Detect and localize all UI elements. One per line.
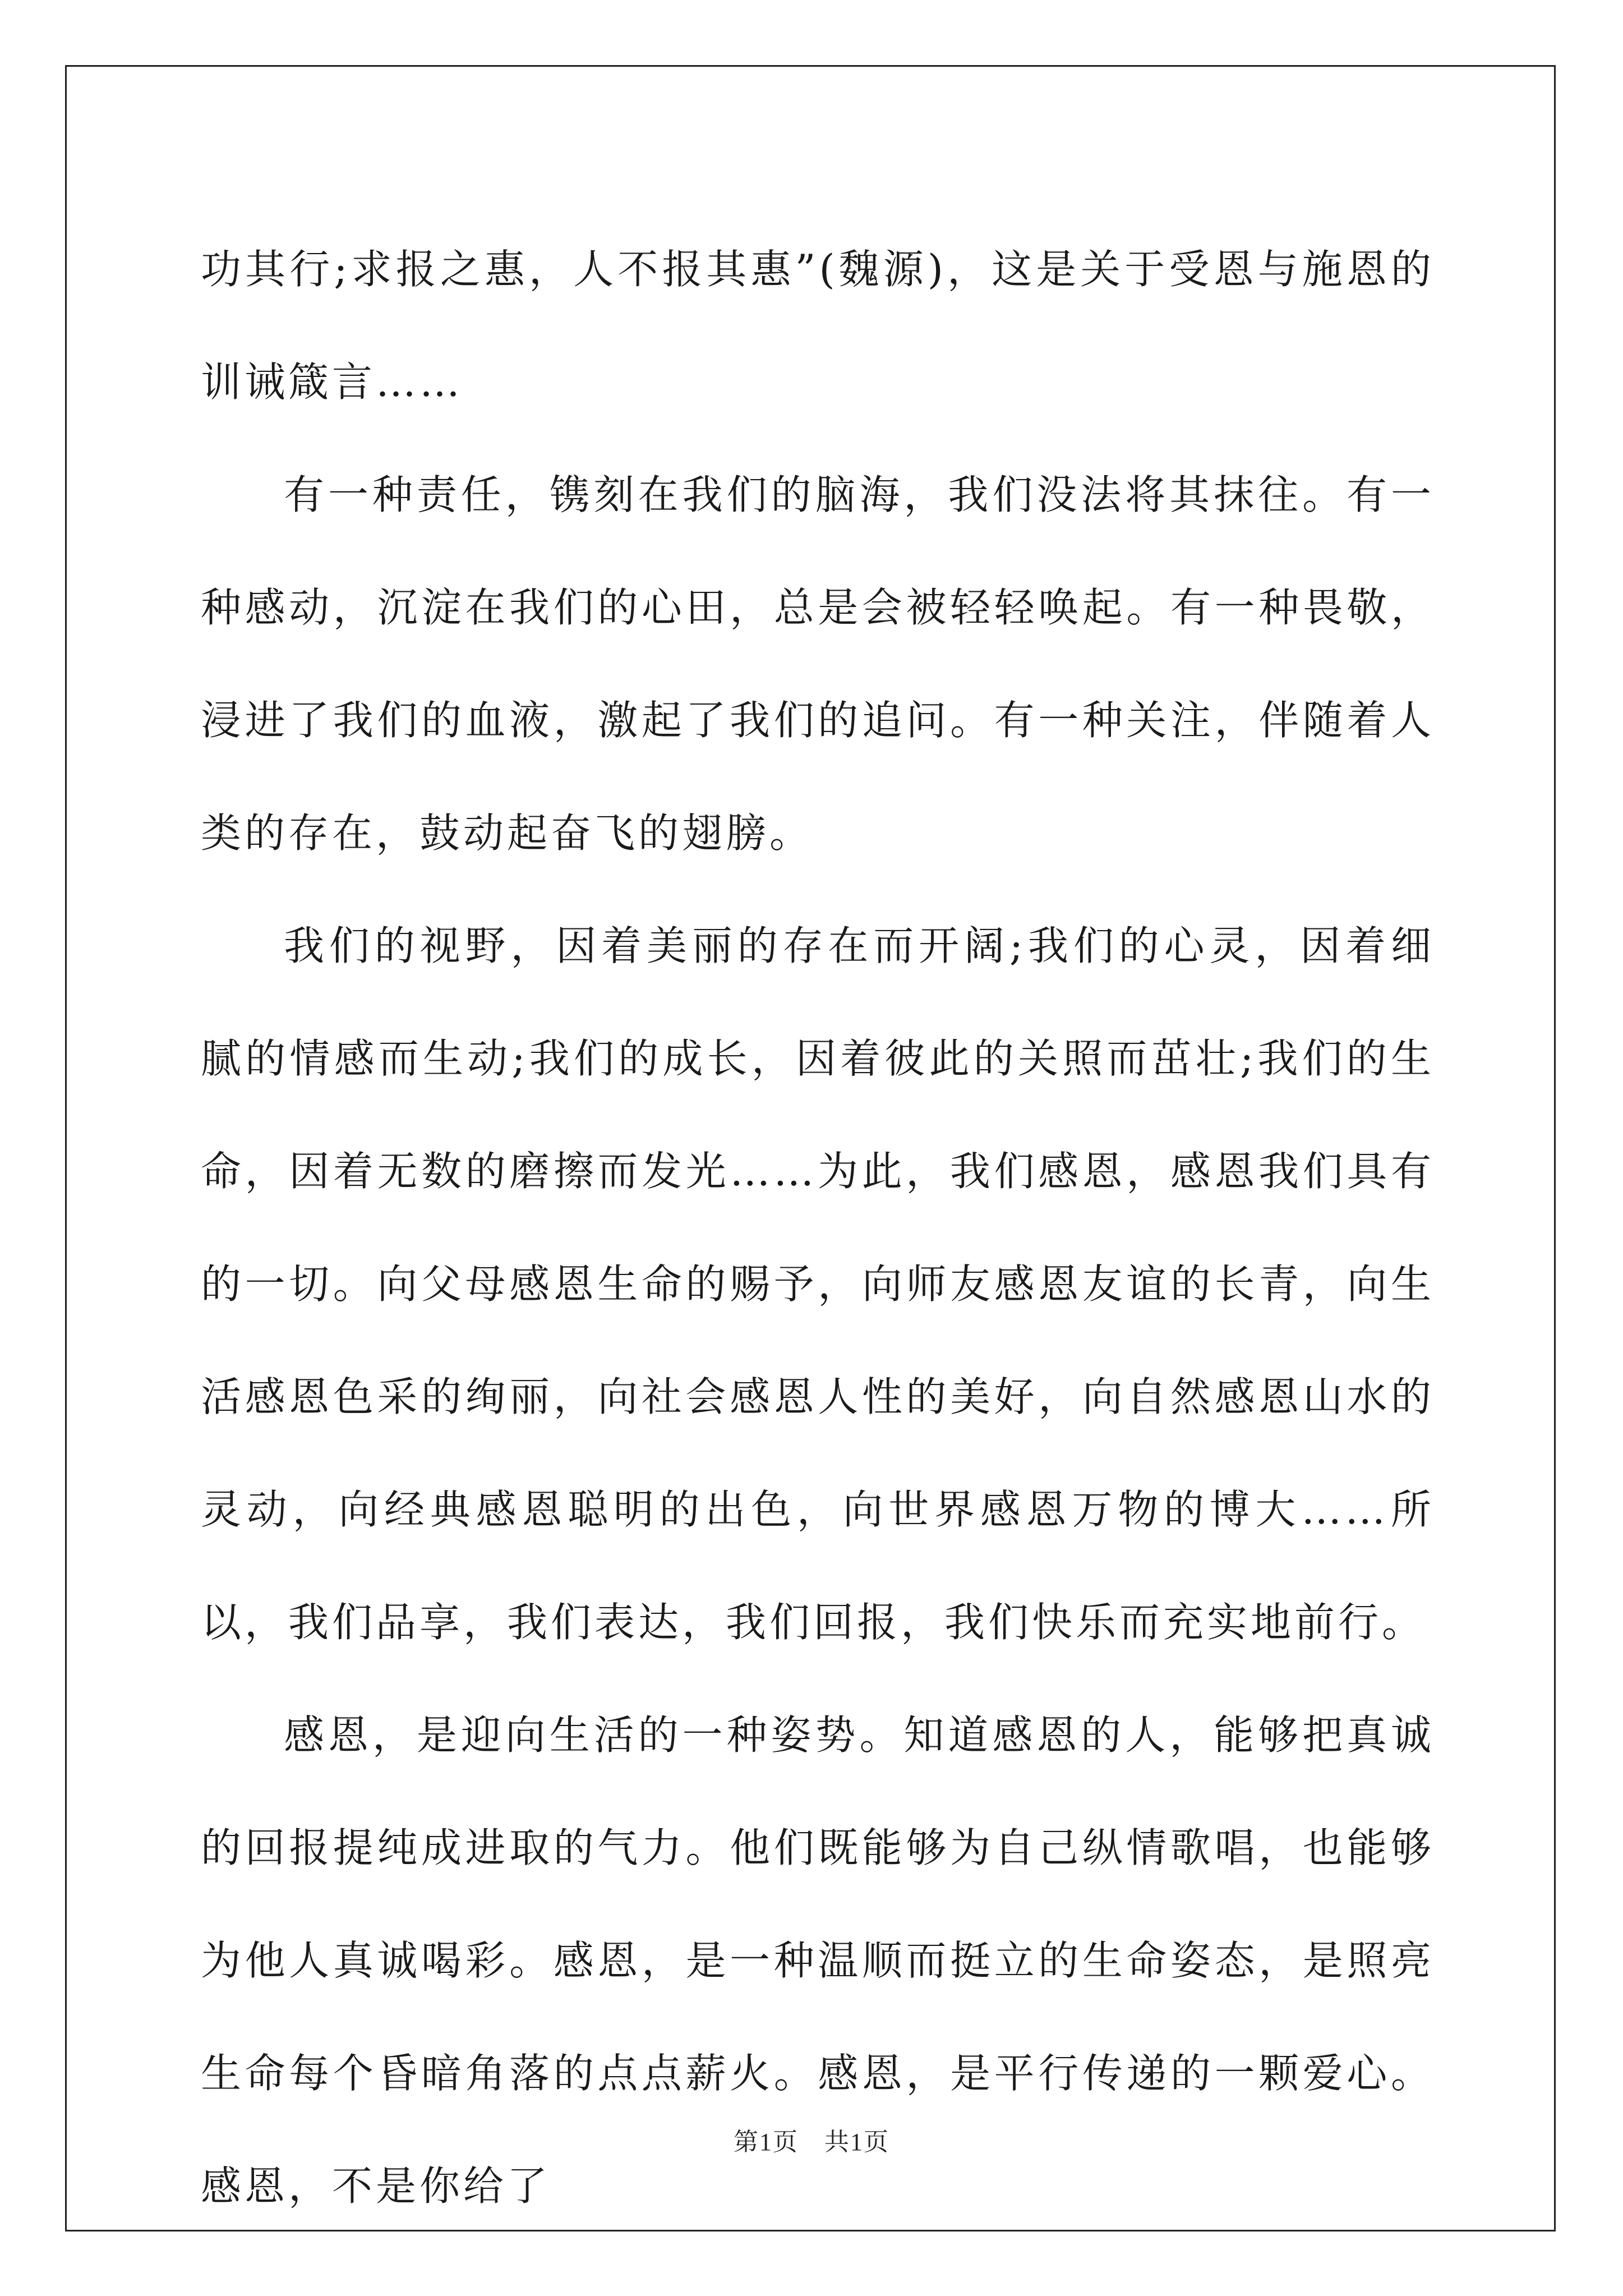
paragraph-2: 有一种责任，镌刻在我们的脑海，我们没法将其抹往。有一种感动，沉淀在我们的心田，总是会被轻轻唤起。有一种畏敬，浸进了我们的血液，激起了我们的追问。有一种关注，伴随着人类的存在，鼓动起奋飞的翅膀。 bbox=[201, 471, 1435, 857]
paragraph-4: 感恩，是迎向生活的一种姿势。知道感恩的人，能够把真诚的回报提纯成进取的气力。他们既能够为自己纵情歌唱，也能够为他人真诚喝彩。感恩，是一种温顺而挺立的生命姿态，是照亮生命每个昏暗角落的点点薪火。感恩，是平行传递的一颗爱心。感恩，不是你给了 bbox=[201, 1711, 1435, 2210]
document-body bbox=[201, 213, 1435, 2243]
paragraph-1: 功其行;求报之惠，人不报其惠”(魏源)，这是关于受恩与施恩的训诫箴言…… bbox=[201, 246, 1435, 406]
page-number-footer: 第1页 共1页 bbox=[734, 2128, 889, 2156]
paragraph-3: 我们的视野，因着美丽的存在而开阔;我们的心灵，因着细腻的情感而生动;我们的成长，因着彼此的关照而茁壮;我们的生命，因着无数的磨擦而发光……为此，我们感恩，感恩我们具有的一切。向父母感恩生命的赐予，向师友感恩友谊的长青，向生活感恩色采的绚丽，向社会感恩人性的美好，向自然感恩山水的灵动，向经典感恩聪明的出色，向世界感恩万物的博大……所以，我们品享，我们表达，我们回报，我们快乐而充实地前行。 bbox=[201, 922, 1435, 1646]
